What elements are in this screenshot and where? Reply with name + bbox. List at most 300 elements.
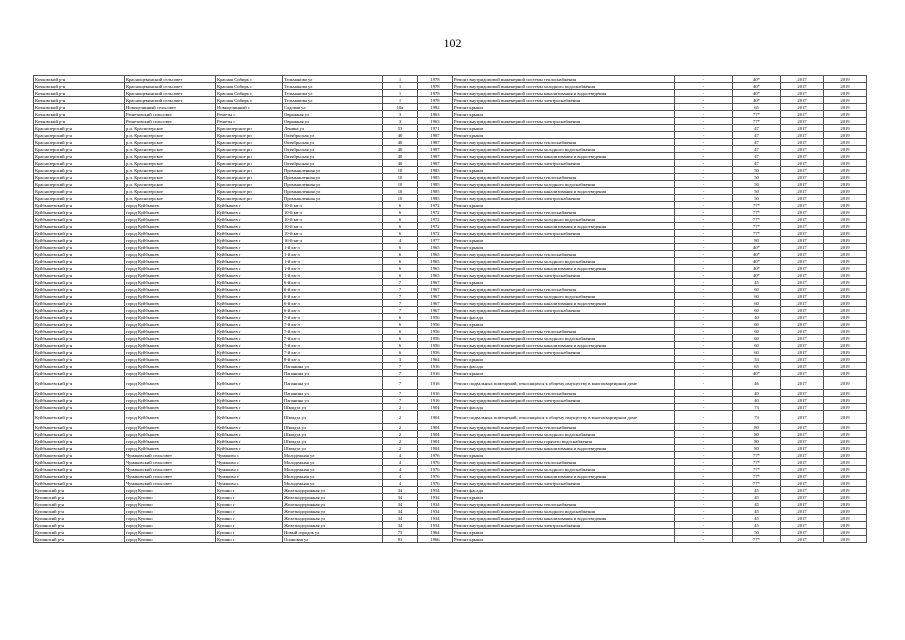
start-year-cell: 2017	[781, 494, 824, 501]
start-year-cell: 2017	[781, 390, 824, 397]
settlement-cell: Краснозерское рп	[216, 125, 283, 132]
cost-cell: -	[675, 195, 733, 202]
start-year-cell: 2017	[781, 522, 824, 529]
settlement-cell: Чумаково с	[216, 452, 283, 459]
district-cell: Кочковский р-н	[34, 90, 125, 97]
work-type-cell: Ремонт внутридомовой инженерной системы горячего водоснабжения	[453, 438, 675, 445]
house-cell: 10	[383, 188, 418, 195]
end-year-cell: 2019	[824, 258, 867, 265]
municipality-cell: Чумаковский сельсовет	[125, 480, 216, 487]
cost-cell: -	[675, 132, 733, 139]
municipality-cell: город Куйбышев	[125, 363, 216, 370]
table-row	[34, 459, 867, 466]
work-type-cell: Ремонт внутридомовой инженерной системы холодного водоснабжения	[453, 181, 675, 188]
wear-cell: 45	[733, 494, 781, 501]
end-year-cell: 2019	[824, 209, 867, 216]
year-cell: 1904	[418, 445, 453, 452]
house-cell: 6	[383, 223, 418, 230]
cost-cell: -	[675, 153, 733, 160]
start-year-cell: 2017	[781, 230, 824, 237]
street-cell: 1-й кв-л	[283, 272, 383, 279]
end-year-cell: 2019	[824, 328, 867, 335]
year-cell: 1916	[418, 390, 453, 397]
end-year-cell: 2019	[824, 438, 867, 445]
table-row	[34, 536, 867, 543]
cost-cell: -	[675, 459, 733, 466]
year-cell: 1965	[418, 244, 453, 251]
municipality-cell: город Купино	[125, 529, 216, 536]
cost-cell: -	[675, 125, 733, 132]
district-cell: Куйбышевский р-н	[34, 397, 125, 404]
year-cell: 1976	[418, 473, 453, 480]
table-row	[34, 466, 867, 473]
year-cell: 1956	[418, 349, 453, 356]
year-cell: 1916	[418, 397, 453, 404]
cost-cell: -	[675, 370, 733, 377]
municipality-cell: Чумаковский сельсовет	[125, 452, 216, 459]
table-row	[34, 424, 867, 431]
start-year-cell: 2017	[781, 167, 824, 174]
start-year-cell: 2017	[781, 459, 824, 466]
street-cell: Папанина ул	[283, 397, 383, 404]
street-cell: Железнодорожная ул	[283, 508, 383, 515]
table-row	[34, 300, 867, 307]
table-row	[34, 111, 867, 118]
cost-cell: -	[675, 494, 733, 501]
wear-cell: 80	[733, 424, 781, 431]
start-year-cell: 2017	[781, 363, 824, 370]
work-type-cell: Ремонт внутридомовой инженерной системы электроснабжения	[453, 307, 675, 314]
street-cell: Октябрьская ул	[283, 153, 383, 160]
street-cell: Промышленная ул	[283, 188, 383, 195]
start-year-cell: 2017	[781, 307, 824, 314]
district-cell: Куйбышевский р-н	[34, 279, 125, 286]
district-cell: Куйбышевский р-н	[34, 300, 125, 307]
work-type-cell: Ремонт внутридомовой инженерной системы электроснабжения	[453, 349, 675, 356]
year-cell: 1987	[418, 153, 453, 160]
wear-cell: 50	[733, 174, 781, 181]
district-cell: Куйбышевский р-н	[34, 293, 125, 300]
table-row	[34, 202, 867, 209]
cost-cell: -	[675, 487, 733, 494]
street-cell: Молодежная ул	[283, 459, 383, 466]
municipality-cell: город Куйбышев	[125, 404, 216, 411]
end-year-cell: 2019	[824, 97, 867, 104]
table-row	[34, 314, 867, 321]
street-cell: Ленина ул	[283, 125, 383, 132]
house-cell: 34	[383, 487, 418, 494]
end-year-cell: 2019	[824, 515, 867, 522]
house-cell: 10	[383, 167, 418, 174]
work-type-cell: Ремонт крыши	[453, 244, 675, 251]
cost-cell: -	[675, 307, 733, 314]
end-year-cell: 2019	[824, 349, 867, 356]
district-cell: Куйбышевский р-н	[34, 356, 125, 363]
end-year-cell: 2019	[824, 167, 867, 174]
street-cell: Папанина ул	[283, 370, 383, 377]
start-year-cell: 2017	[781, 349, 824, 356]
cost-cell: -	[675, 286, 733, 293]
table-row	[34, 209, 867, 216]
cost-cell: -	[675, 300, 733, 307]
year-cell: 1916	[418, 370, 453, 377]
table-body	[34, 76, 867, 543]
house-cell: 2	[383, 424, 418, 431]
wear-cell: 50	[733, 167, 781, 174]
end-year-cell: 2019	[824, 397, 867, 404]
district-cell: Куйбышевский р-н	[34, 272, 125, 279]
municipality-cell: город Купино	[125, 522, 216, 529]
district-cell: Краснозерский р-н	[34, 139, 125, 146]
municipality-cell: город Куйбышев	[125, 223, 216, 230]
wear-cell: 60	[733, 342, 781, 349]
street-cell: 8-й кв-л	[283, 356, 383, 363]
table-row	[34, 97, 867, 104]
end-year-cell: 2019	[824, 452, 867, 459]
wear-cell: 40*	[733, 76, 781, 83]
year-cell: 1967	[418, 307, 453, 314]
year-cell: 1934	[418, 494, 453, 501]
cost-cell: -	[675, 438, 733, 445]
table-row	[34, 90, 867, 97]
house-cell: 73	[383, 529, 418, 536]
district-cell: Краснозерский р-н	[34, 195, 125, 202]
work-type-cell: Ремонт внутридомовой инженерной системы теплоснабжения	[453, 76, 675, 83]
street-cell: Папанина ул	[283, 363, 383, 370]
street-cell: 7-й кв-л	[283, 335, 383, 342]
street-cell: Промышленная ул	[283, 167, 383, 174]
year-cell: 1904	[418, 438, 453, 445]
work-type-cell: Ремонт внутридомовой инженерной системы электроснабжения	[453, 480, 675, 487]
start-year-cell: 2017	[781, 90, 824, 97]
settlement-cell: Куйбышев г	[216, 237, 283, 244]
work-type-cell: Ремонт крыши	[453, 237, 675, 244]
wear-cell: 40*	[733, 90, 781, 97]
district-cell: Куйбышевский р-н	[34, 223, 125, 230]
wear-cell: 53	[733, 356, 781, 363]
year-cell: 1904	[418, 411, 453, 424]
settlement-cell: Куйбышев г	[216, 390, 283, 397]
year-cell: 1967	[418, 293, 453, 300]
end-year-cell: 2019	[824, 473, 867, 480]
start-year-cell: 2017	[781, 515, 824, 522]
end-year-cell: 2019	[824, 370, 867, 377]
cost-cell: -	[675, 202, 733, 209]
house-cell: 7	[383, 377, 418, 390]
district-cell: Куйбышевский р-н	[34, 314, 125, 321]
table-row	[34, 251, 867, 258]
year-cell: 1956	[418, 321, 453, 328]
house-cell: 6	[383, 342, 418, 349]
work-type-cell: Ремонт крыши	[453, 321, 675, 328]
cost-cell: -	[675, 466, 733, 473]
table-row	[34, 146, 867, 153]
settlement-cell: Купино г	[216, 501, 283, 508]
house-cell: 34	[383, 508, 418, 515]
settlement-cell: Куйбышев г	[216, 314, 283, 321]
street-cell: Шмидта ул	[283, 411, 383, 424]
table-row	[34, 377, 867, 390]
table-row	[34, 286, 867, 293]
street-cell: 10-й кв-л	[283, 209, 383, 216]
municipality-cell: р.п. Краснозерское	[125, 125, 216, 132]
wear-cell: 77*	[733, 473, 781, 480]
street-cell: 6-й кв-л	[283, 293, 383, 300]
table-row	[34, 188, 867, 195]
settlement-cell: Куйбышев г	[216, 342, 283, 349]
end-year-cell: 2019	[824, 216, 867, 223]
work-type-cell: Ремонт крыши	[453, 111, 675, 118]
year-cell: 1965	[418, 251, 453, 258]
start-year-cell: 2017	[781, 244, 824, 251]
municipality-cell: город Куйбышев	[125, 279, 216, 286]
page-number: 102	[443, 36, 462, 50]
district-cell: Куйбышевский р-н	[34, 377, 125, 390]
cost-cell: -	[675, 349, 733, 356]
work-type-cell: Ремонт внутридомовой инженерной системы теплоснабжения	[453, 424, 675, 431]
district-cell: Куйбышевский р-н	[34, 342, 125, 349]
wear-cell: 65	[733, 363, 781, 370]
year-cell: 1964	[418, 529, 453, 536]
cost-cell: -	[675, 431, 733, 438]
settlement-cell: Куйбышев г	[216, 230, 283, 237]
municipality-cell: город Куйбышев	[125, 342, 216, 349]
cost-cell: -	[675, 223, 733, 230]
cost-cell: -	[675, 237, 733, 244]
wear-cell: 40	[733, 314, 781, 321]
year-cell: 1972	[418, 230, 453, 237]
street-cell: Тельманова ул	[283, 90, 383, 97]
municipality-cell: Краснощекинский сельсовет	[125, 90, 216, 97]
house-cell: 7	[383, 286, 418, 293]
wear-cell: 40*	[733, 265, 781, 272]
district-cell: Краснозерский р-н	[34, 167, 125, 174]
table-row	[34, 153, 867, 160]
work-type-cell: Ремонт внутридомовой инженерной системы канализования и водоотведения	[453, 153, 675, 160]
cost-cell: -	[675, 265, 733, 272]
table-row	[34, 265, 867, 272]
end-year-cell: 2019	[824, 404, 867, 411]
work-type-cell: Ремонт крыши	[453, 132, 675, 139]
table-row	[34, 452, 867, 459]
municipality-cell: город Куйбышев	[125, 216, 216, 223]
street-cell: Тельманова ул	[283, 83, 383, 90]
start-year-cell: 2017	[781, 501, 824, 508]
cost-cell: -	[675, 251, 733, 258]
cost-cell: -	[675, 174, 733, 181]
district-cell: Куйбышевский р-н	[34, 237, 125, 244]
start-year-cell: 2017	[781, 452, 824, 459]
year-cell: 1964	[418, 356, 453, 363]
settlement-cell: Куйбышев г	[216, 335, 283, 342]
table-row	[34, 522, 867, 529]
cost-cell: -	[675, 118, 733, 125]
table-row	[34, 529, 867, 536]
end-year-cell: 2019	[824, 342, 867, 349]
wear-cell: 77*	[733, 466, 781, 473]
year-cell: 1934	[418, 487, 453, 494]
work-type-cell: Ремонт крыши	[453, 125, 675, 132]
wear-cell: 45	[733, 515, 781, 522]
wear-cell: 50	[733, 188, 781, 195]
street-cell: 7-й кв-л	[283, 314, 383, 321]
start-year-cell: 2017	[781, 118, 824, 125]
cost-cell: -	[675, 83, 733, 90]
cost-cell: -	[675, 104, 733, 111]
table-row	[34, 272, 867, 279]
settlement-cell: Куйбышев г	[216, 223, 283, 230]
start-year-cell: 2017	[781, 293, 824, 300]
house-cell: 7	[383, 279, 418, 286]
settlement-cell: Решеты с	[216, 118, 283, 125]
wear-cell: 45	[733, 279, 781, 286]
house-cell: 2	[383, 445, 418, 452]
street-cell: Шмидта ул	[283, 404, 383, 411]
year-cell: 1985	[418, 188, 453, 195]
house-cell: 7	[383, 363, 418, 370]
table-row	[34, 307, 867, 314]
table-row	[34, 293, 867, 300]
end-year-cell: 2019	[824, 223, 867, 230]
municipality-cell: р.п. Краснозерское	[125, 160, 216, 167]
work-type-cell: Ремонт внутридомовой инженерной системы холодного водоснабжения	[453, 335, 675, 342]
municipality-cell: р.п. Краснозерское	[125, 181, 216, 188]
work-type-cell: Ремонт внутридомовой инженерной системы холодного водоснабжения	[453, 466, 675, 473]
municipality-cell: Решетовский сельсовет	[125, 111, 216, 118]
municipality-cell: город Куйбышев	[125, 321, 216, 328]
district-cell: Краснозерский р-н	[34, 153, 125, 160]
settlement-cell: Красная Сибирь с	[216, 90, 283, 97]
house-cell: 7	[383, 370, 418, 377]
work-type-cell: Ремонт внутридомовой инженерной системы электроснабжения	[453, 230, 675, 237]
municipality-cell: город Куйбышев	[125, 272, 216, 279]
street-cell: 7-й кв-л	[283, 349, 383, 356]
settlement-cell: Куйбышев г	[216, 286, 283, 293]
start-year-cell: 2017	[781, 202, 824, 209]
start-year-cell: 2017	[781, 111, 824, 118]
work-type-cell: Ремонт подвальных помещений, относящихся к общему имуществу в многоквартирном доме	[453, 411, 675, 424]
municipality-cell: город Купино	[125, 501, 216, 508]
cost-cell: -	[675, 146, 733, 153]
street-cell: Тельманова ул	[283, 76, 383, 83]
wear-cell: 47	[733, 139, 781, 146]
settlement-cell: Решеты с	[216, 111, 283, 118]
work-type-cell: Ремонт внутридомовой инженерной системы теплоснабжения	[453, 390, 675, 397]
year-cell: 1904	[418, 404, 453, 411]
cost-cell: -	[675, 167, 733, 174]
house-cell: 2	[383, 404, 418, 411]
wear-cell: 40*	[733, 258, 781, 265]
cost-cell: -	[675, 160, 733, 167]
house-cell: 2	[383, 431, 418, 438]
table-row	[34, 132, 867, 139]
work-type-cell: Ремонт внутридомовой инженерной системы теплоснабжения	[453, 139, 675, 146]
start-year-cell: 2017	[781, 132, 824, 139]
year-cell: 1985	[418, 195, 453, 202]
cost-cell: -	[675, 230, 733, 237]
settlement-cell: Краснозерское рп	[216, 181, 283, 188]
year-cell: 1956	[418, 328, 453, 335]
district-cell: Кочковский р-н	[34, 76, 125, 83]
cost-cell: -	[675, 480, 733, 487]
street-cell: Железнодорожная ул	[283, 515, 383, 522]
cost-cell: -	[675, 404, 733, 411]
district-cell: Куйбышевский р-н	[34, 307, 125, 314]
work-type-cell: Ремонт крыши	[453, 536, 675, 543]
district-cell: Куйбышевский р-н	[34, 370, 125, 377]
year-cell: 1985	[418, 174, 453, 181]
house-cell: 40	[383, 139, 418, 146]
table-row	[34, 76, 867, 83]
municipality-cell: город Куйбышев	[125, 237, 216, 244]
district-cell: Куйбышевский р-н	[34, 411, 125, 424]
settlement-cell: Куйбышев г	[216, 265, 283, 272]
municipality-cell: Решетовский сельсовет	[125, 118, 216, 125]
settlement-cell: Куйбышев г	[216, 363, 283, 370]
street-cell: 10-й кв-л	[283, 223, 383, 230]
end-year-cell: 2019	[824, 118, 867, 125]
table-row	[34, 167, 867, 174]
settlement-cell: Новоцелинный с	[216, 104, 283, 111]
start-year-cell: 2017	[781, 314, 824, 321]
house-cell: 7	[383, 293, 418, 300]
cost-cell: -	[675, 97, 733, 104]
municipality-cell: город Куйбышев	[125, 251, 216, 258]
wear-cell: 73	[733, 404, 781, 411]
table-row	[34, 356, 867, 363]
municipality-cell: город Куйбышев	[125, 411, 216, 424]
start-year-cell: 2017	[781, 370, 824, 377]
house-cell: 6	[383, 272, 418, 279]
end-year-cell: 2019	[824, 307, 867, 314]
table-row	[34, 216, 867, 223]
settlement-cell: Куйбышев г	[216, 404, 283, 411]
settlement-cell: Куйбышев г	[216, 349, 283, 356]
municipality-cell: город Куйбышев	[125, 265, 216, 272]
cost-cell: -	[675, 321, 733, 328]
work-type-cell: Ремонт внутридомовой инженерной системы теплоснабжения	[453, 459, 675, 466]
settlement-cell: Куйбышев г	[216, 321, 283, 328]
year-cell: 1934	[418, 501, 453, 508]
street-cell: 6-й кв-л	[283, 279, 383, 286]
settlement-cell: Куйбышев г	[216, 377, 283, 390]
municipality-cell: город Куйбышев	[125, 244, 216, 251]
year-cell: 1978	[418, 97, 453, 104]
year-cell: 1916	[418, 363, 453, 370]
work-type-cell: Ремонт внутридомовой инженерной системы электроснабжения	[453, 97, 675, 104]
house-cell: 34	[383, 515, 418, 522]
wear-cell: 60	[733, 293, 781, 300]
street-cell: Октябрьская ул	[283, 139, 383, 146]
end-year-cell: 2019	[824, 286, 867, 293]
house-cell: 1	[383, 97, 418, 104]
street-cell: Тельманова ул	[283, 97, 383, 104]
table-row	[34, 508, 867, 515]
house-cell: 34	[383, 501, 418, 508]
municipality-cell: Чумаковский сельсовет	[125, 466, 216, 473]
work-type-cell: Ремонт внутридомовой инженерной системы электроснабжения	[453, 522, 675, 529]
district-cell: Куйбышевский р-н	[34, 459, 125, 466]
table-row	[34, 139, 867, 146]
cost-cell: -	[675, 279, 733, 286]
municipality-cell: р.п. Краснозерское	[125, 167, 216, 174]
year-cell: 1965	[418, 258, 453, 265]
start-year-cell: 2017	[781, 300, 824, 307]
house-cell: 1	[383, 83, 418, 90]
work-type-cell: Ремонт внутридомовой инженерной системы холодного водоснабжения	[453, 83, 675, 90]
end-year-cell: 2019	[824, 466, 867, 473]
district-cell: Куйбышевский р-н	[34, 363, 125, 370]
